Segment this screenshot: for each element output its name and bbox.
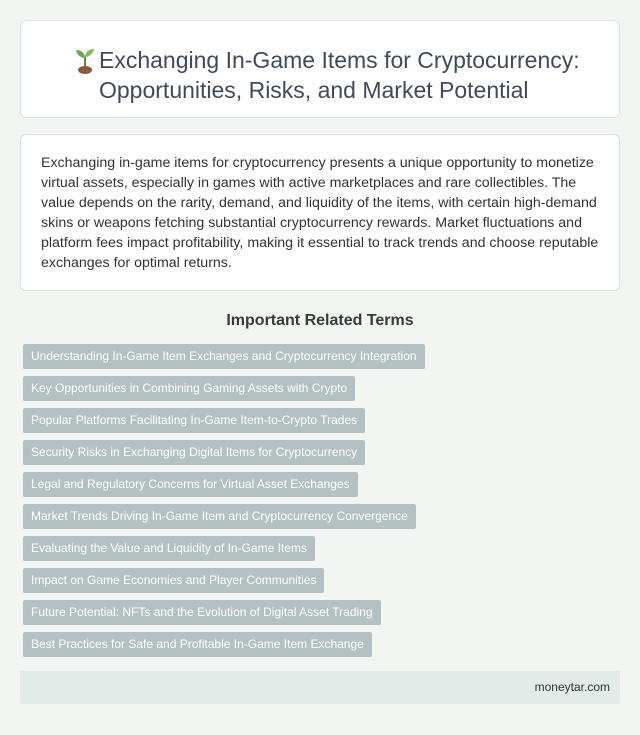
related-term-link[interactable]: Security Risks in Exchanging Digital Items for Cryptocurrency [23, 440, 365, 465]
related-term-link[interactable]: Popular Platforms Facilitating In-Game Item-to-Crypto Trades [23, 408, 365, 433]
related-terms-list [23, 344, 623, 664]
related-term-link[interactable]: Impact on Game Economies and Player Communities [23, 568, 324, 593]
seedling-icon [71, 45, 99, 75]
related-term-link[interactable]: Future Potential: NFTs and the Evolution of Digital Asset Trading [23, 600, 381, 625]
related-term-link[interactable]: Market Trends Driving In-Game Item and Cryptocurrency Convergence [23, 504, 416, 529]
footer-brand[interactable]: moneytar.com [534, 680, 610, 694]
related-term-link[interactable]: Key Opportunities in Combining Gaming Assets with Crypto [23, 376, 355, 401]
page-title: Exchanging In-Game Items for Cryptocurrency: Opportunities, Risks, and Market Potential [99, 47, 580, 103]
summary-card [20, 134, 620, 291]
title-card [20, 20, 620, 118]
footer [20, 671, 620, 704]
related-term-link[interactable]: Best Practices for Safe and Profitable In-Game Item Exchange [23, 632, 372, 657]
related-term-link[interactable]: Evaluating the Value and Liquidity of In-Game Items [23, 536, 315, 561]
related-term-link[interactable]: Legal and Regulatory Concerns for Virtual Asset Exchanges [23, 472, 358, 497]
related-term-link[interactable]: Understanding In-Game Item Exchanges and Cryptocurrency Integration [23, 344, 425, 369]
related-terms-heading: Important Related Terms [226, 312, 414, 329]
summary-paragraph: Exchanging in-game items for cryptocurrency presents a unique opportunity to monetize virtual assets, especially in games with active marketplaces and rare collectibles. The value depends on the rarity, demand, and liquidity of the items, with certain high-demand skins or weapons fetching substantial cryptocurrency rewards. Market fluctuations and platform fees impact profitability, making it essential to track trends and choose reputable exchanges for optimal returns. [41, 155, 599, 271]
